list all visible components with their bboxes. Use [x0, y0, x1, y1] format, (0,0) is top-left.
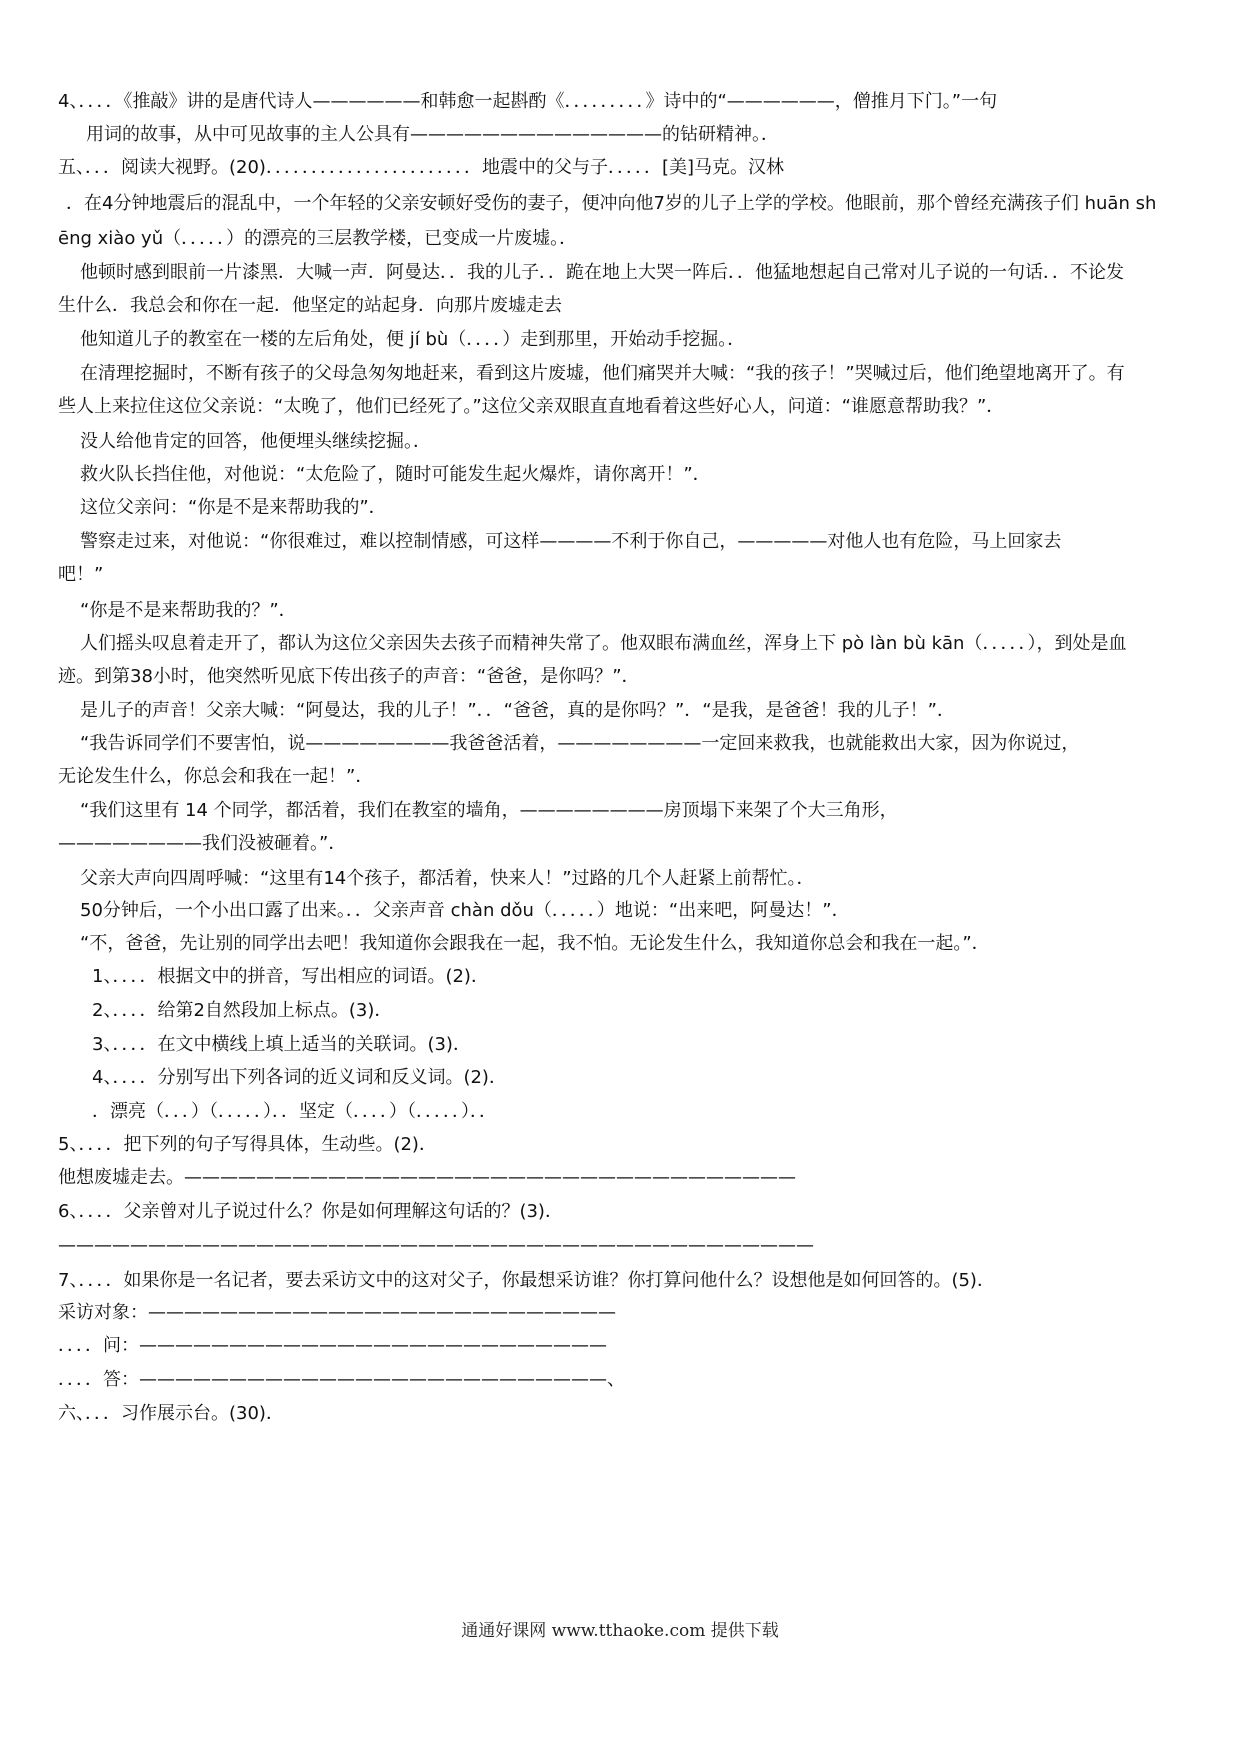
- text-line: 2、．．．．给第2自然段加上标点。(3)．: [92, 1000, 393, 1021]
- text-line: 警察走过来，对他说：“你很难过，难以控制情感，可这样————不利于你自己，—————对他人也有危险，马上回家去: [80, 531, 1062, 552]
- text-line: 50分钟后，一个小出口露了出来。．．父亲声音 chàn dǒu（．．．．．）地说：“出来吧，阿曼达！”．: [80, 900, 850, 921]
- text-line: 采访对象：——————————————————————————: [58, 1302, 616, 1323]
- text-line: ．．．．问：——————————————————————————: [58, 1335, 607, 1356]
- text-line: 没人给他肯定的回答，他便埋头继续挖掘。．: [80, 431, 431, 452]
- text-line: 用词的故事，从中可见故事的主人公具有——————————————的钻研精神。．: [86, 124, 779, 145]
- text-line: 他顿时感到眼前一片漆黑．大喊一声．阿曼达．．我的儿子．．跪在地上大哭一阵后．．他猛地想起自己常对儿子说的一句话．．不论发: [80, 262, 1124, 283]
- text-line: “你是不是来帮助我的？”．: [80, 600, 297, 621]
- text-line: 4、．．．．《推敲》讲的是唐代诗人——————和韩愈一起斟酌《．．．．．．．．．》诗中的“——————，僧推月下门。”一句: [58, 91, 998, 112]
- text-line: 些人上来拉住这位父亲说：“太晚了，他们已经死了。”这位父亲双眼直直地看着这些好心人，问道：“谁愿意帮助我？”．: [58, 396, 1005, 417]
- text-line: 1、．．．．根据文中的拼音，写出相应的词语。(2)．: [92, 966, 489, 987]
- text-line: 7、．．．．如果你是一名记者，要去采访文中的这对父子，你最想采访谁？你打算问他什么？设想他是如何回答的。(5)．: [58, 1270, 995, 1291]
- text-line: “我们这里有 14 个同学，都活着，我们在教室的墙角，————————房顶塌下来架了个大三角形，: [80, 800, 898, 821]
- text-line: 他知道儿子的教室在一楼的左后角处，便 jí bù（．．．．）走到那里，开始动手挖掘。．: [80, 329, 746, 350]
- text-line: 五、．．．阅读大视野。(20)．．．．．．．．．．．．．．．．．．．．．．．地震中的父与子．．．．．[美]马克。汉林: [58, 157, 784, 178]
- text-line: 迹。到第38小时，他突然听见底下传出孩子的声音：“爸爸，是你吗？”．: [58, 666, 640, 687]
- text-line: 5、．．．．把下列的句子写得具体，生动些。(2)．: [58, 1134, 437, 1155]
- text-line: 无论发生什么，你总会和我在一起！”．: [58, 766, 374, 787]
- text-line: 是儿子的声音！父亲大喊：“阿曼达，我的儿子！”．．“爸爸，真的是你吗？”．“是我，是爸爸！我的儿子！”．: [80, 700, 955, 721]
- text-line: 他想废墟走去。——————————————————————————————————: [58, 1167, 796, 1188]
- text-line: ．漂亮（．．．）（．．．．．）．．坚定（．．．．）（．．．．．）．．: [92, 1101, 497, 1122]
- text-line: 6、．．．．父亲曾对儿子说过什么？你是如何理解这句话的？(3)．: [58, 1201, 563, 1222]
- text-line: 这位父亲问：“你是不是来帮助我的”．: [80, 497, 387, 518]
- text-line: ．在4分钟地震后的混乱中，一个年轻的父亲安顿好受伤的妻子，便冲向他7岁的儿子上学的学校。他眼前，那个曾经充满孩子们 huān sh: [66, 193, 1157, 214]
- text-line: ————————我们没被砸着。”．: [58, 833, 347, 854]
- text-line: “不，爸爸，先让别的同学出去吧！我知道你会跟我在一起，我不怕。无论发生什么，我知道你总会和我在一起。”．: [80, 933, 990, 954]
- text-line: 在清理挖掘时，不断有孩子的父母急匆匆地赶来，看到这片废墟，他们痛哭并大喊：“我的孩子！”哭喊过后，他们绝望地离开了。有: [80, 363, 1125, 384]
- text-line: 人们摇头叹息着走开了，都认为这位父亲因失去孩子而精神失常了。他双眼布满血丝，浑身上下 pò làn bù kān（．．．．．），到处是血: [80, 633, 1127, 654]
- text-line: ēng xiào yǔ（．．．．．）的漂亮的三层教学楼，已变成一片废墟。．: [58, 228, 578, 249]
- text-line: 生什么．我总会和你在一起．他坚定的站起身．向那片废墟走去: [58, 295, 562, 316]
- text-line: 3、．．．．在文中横线上填上适当的关联词。(3)．: [92, 1034, 471, 1055]
- text-line: 4、．．．．分别写出下列各词的近义词和反义词。(2)．: [92, 1067, 507, 1088]
- text-line: “我告诉同学们不要害怕，说————————我爸爸活着，————————一定回来救我，也就能救出大家，因为你说过，: [80, 733, 1080, 754]
- text-line: 六、．．．习作展示台。(30)．: [58, 1403, 284, 1424]
- text-line: ．．．．答：——————————————————————————、: [58, 1369, 625, 1390]
- text-line: 救火队长挡住他，对他说：“太危险了，随时可能发生起火爆炸，请你离开！”．: [80, 464, 711, 485]
- text-line: 吧！”: [58, 564, 104, 585]
- text-line: ——————————————————————————————————————————: [58, 1235, 814, 1256]
- page-footer: 通通好课网 www.tthaoke.com 提供下载: [461, 1621, 779, 1641]
- text-line: 父亲大声向四周呼喊：“这里有14个孩子，都活着，快来人！”过路的几个人赶紧上前帮忙。．: [80, 868, 815, 889]
